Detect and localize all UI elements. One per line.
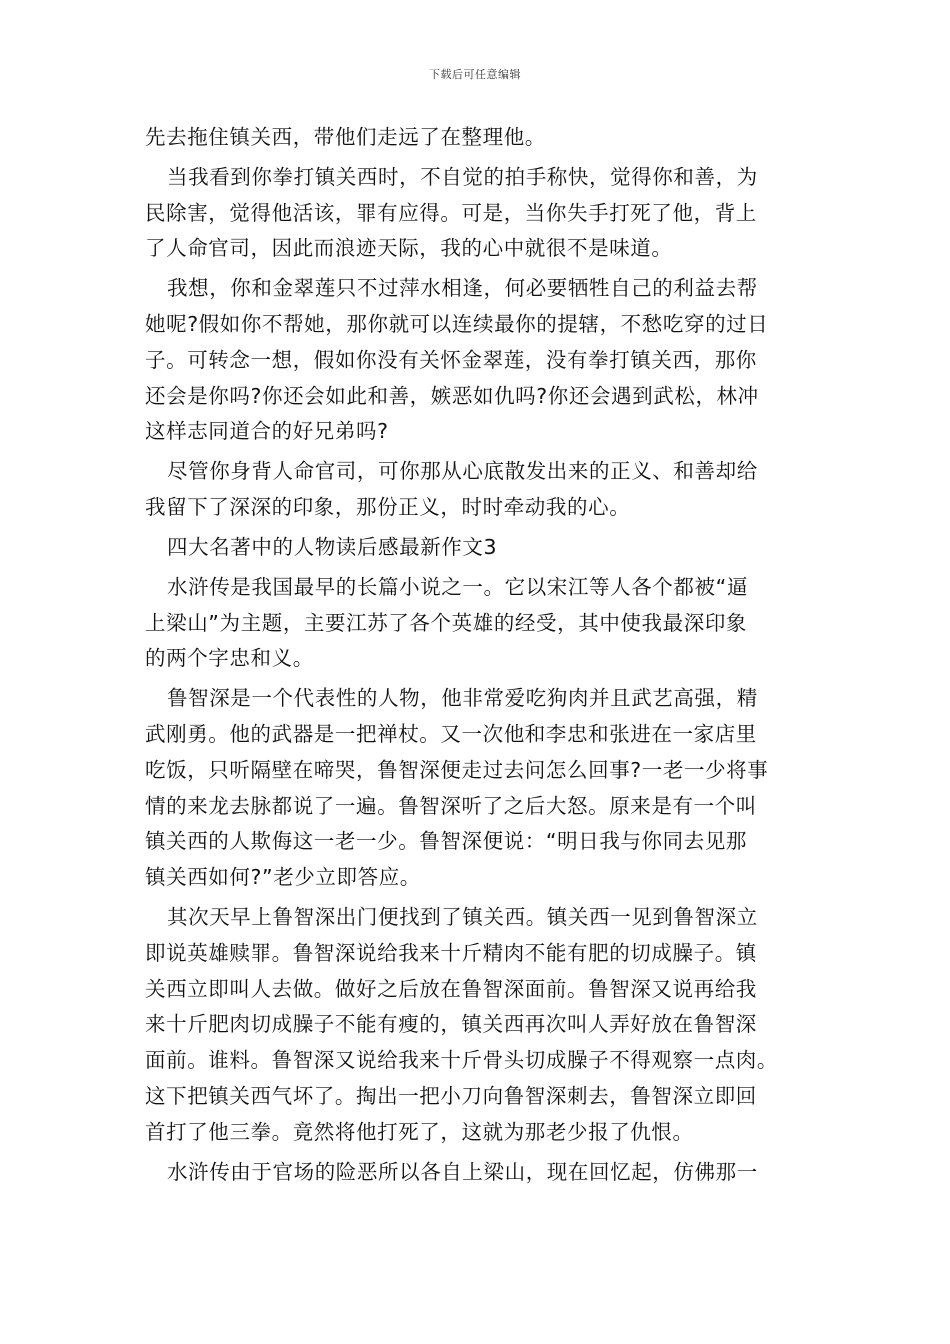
paragraph-2: 当我看到你拳打镇关西时，不自觉的拍手称快，觉得你和善，为 民除害，觉得他活该，罪有应得。可是，当你失手打死了他，背上 了人命官司，因此而浪迹天际，我的心中就很不是味道。 bbox=[145, 164, 758, 261]
document-body bbox=[145, 120, 825, 1194]
section-heading: 四大名著中的人物读后感最新作文3 bbox=[167, 534, 498, 559]
paragraph-1: 先去拖住镇关西，带他们走远了在整理他。 bbox=[145, 125, 546, 149]
paragraph-3: 我想，你和金翠莲只不过萍水相逢，何必要牺牲自己的利益去帮 她呢?假如你不帮她，那你就可以连续最你的提辖，不愁吃穿的过日 子。可转念一想，假如你没有关怀金翠莲，没有拳打镇关西，那你 还会是你吗?你还会如此和善，嫉恶如仇吗?你还会遇到武松，林冲 这样志同道合的好兄弟吗? bbox=[145, 276, 769, 444]
paragraph-6: 鲁智深是一个代表性的人物，他非常爱吃狗肉并且武艺高强，精 武刚勇。他的武器是一把禅杖。又一次他和李忠和张进在一家店里 吃饭，只听隔壁在啼哭，鲁智深便走过去问怎么回事?一老一少将事 情的来龙去脉都说了一遍。鲁智深听了之后大怒。原来是有一个叫 镇关西的人欺侮这一老一少。鲁智深便说：“明日我与你同去见那 镇关西如何?”老少立即答应。 bbox=[145, 686, 769, 890]
paragraph-7: 其次天早上鲁智深出门便找到了镇关西。镇关西一见到鲁智深立 即说英雄赎罪。鲁智深说给我来十斤精肉不能有肥的切成臊子。镇 关西立即叫人去做。做好之后放在鲁智深面前。鲁智深又说再给我 来十斤肥肉切成臊子不能有瘦的，镇关西再次叫人弄好放在鲁智深 面前。谁料。鲁智深又说给我来十斤骨头切成臊子不得观察一点肉。 这下把镇关西气坏了。掏出一把小刀向鲁智深刺去，鲁智深立即回 首打了他三拳。竟然将他打死了，这就为那老少报了仇恨。 bbox=[145, 904, 778, 1144]
paragraph-4: 尽管你身背人命官司，可你那从心底散发出来的正义、和善却给 我留下了深深的印象，那份正义，时时牵动我的心。 bbox=[145, 459, 758, 519]
paragraph-8: 水浒传由于官场的险恶所以各自上梁山，现在回忆起，仿佛那一 bbox=[167, 1159, 758, 1184]
paragraph-5: 水浒传是我国最早的长篇小说之一。它以宋江等人各个都被“逼 上梁山”为主题，主要江苏了各个英雄的经受，其中使我最深印象 的两个字忠和义。 bbox=[145, 574, 748, 671]
page-header: 下载后可任意编辑 bbox=[429, 68, 521, 81]
